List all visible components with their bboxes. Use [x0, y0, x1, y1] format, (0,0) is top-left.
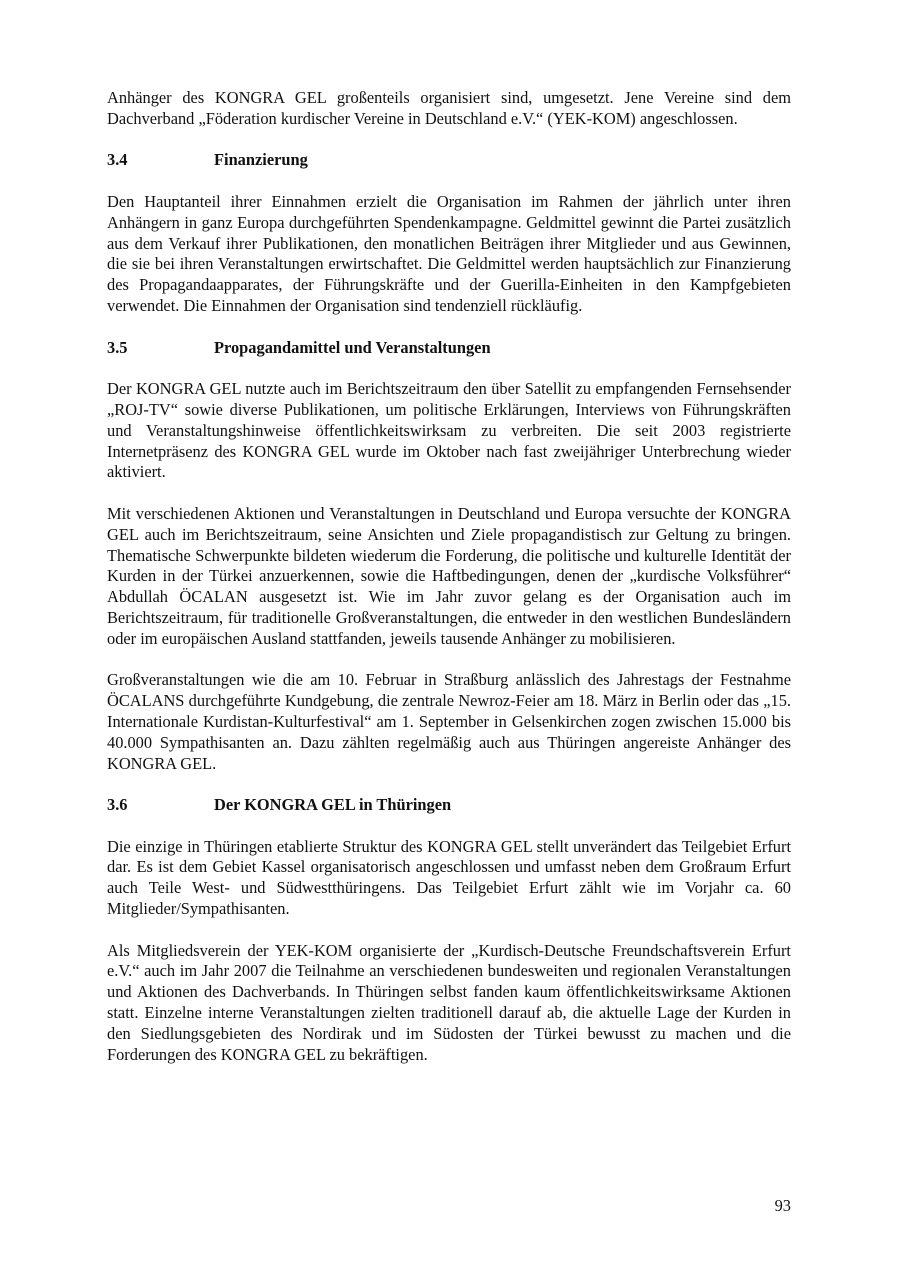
section-heading-3-4	[107, 150, 791, 171]
section-title: Der KONGRA GEL in Thüringen	[214, 795, 452, 815]
section-number: 3.6	[107, 795, 128, 815]
paragraph-propaganda-actions: Mit verschiedenen Aktionen und Veranstaltungen in Deutschland und Europa versuchte der KONGRA GEL auch im Berichtszeitraum, seine Ansichten und Ziele propagandistisch zur Geltung zu bringen. Thematische Schwerpunkte bildeten wiederum die Forderung, die politische und kulturelle Identität der Kurden in der Türkei anzuerkennen, sowie die Haftbedingungen, denen der „kurdische Volksführer“ Abdullah ÖCALAN ausgesetzt ist. Wie im Jahr zuvor gelang es der Organisation auch im Berichtszeitraum, für traditionelle Großveranstaltungen, die entweder in den westlichen Bundesländern oder im europäischen Ausland stattfanden, jeweils tausende Anhänger zu mobilisieren.	[107, 503, 791, 648]
paragraph-thuringia-structure: Die einzige in Thüringen etablierte Struktur des KONGRA GEL stellt unverändert das Teilgebiet Erfurt dar. Es ist dem Gebiet Kassel organisatorisch angeschlossen und umfasst neben dem Großraum Erfurt auch Teile West- und Südwestthüringens. Das Teilgebiet Erfurt zählt wie im Vorjahr ca. 60 Mitglieder/Sympathisanten.	[107, 836, 791, 919]
page-number: 93	[774, 1196, 791, 1215]
section-heading-3-6	[107, 795, 791, 816]
section-title: Finanzierung	[214, 150, 308, 170]
document-page	[107, 88, 791, 1086]
intro-paragraph: Anhänger des KONGRA GEL großenteils organisiert sind, umgesetzt. Jene Vereine sind dem Dachverband „Föderation kurdischer Vereine in Deutschland e.V.“ (YEK-KOM) angeschlossen.	[107, 88, 791, 128]
paragraph-thuringia-activities: Als Mitgliedsverein der YEK-KOM organisierte der „Kurdisch-Deutsche Freundschaftsverein Erfurt e.V.“ auch im Jahr 2007 die Teilnahme an verschiedenen bundesweiten und regionalen Veranstaltungen und Aktionen des Dachverbands. In Thüringen selbst fanden kaum öffentlichkeitswirksame Aktionen statt. Einzelne interne Veranstaltungen zielten traditionell darauf ab, die aktuelle Lage der Kurden in den Siedlungsgebieten des Nordirak und im Südosten der Türkei bewusst zu machen und die Forderungen des KONGRA GEL zu bekräftigen.	[107, 940, 791, 1064]
paragraph-large-events: Großveranstaltungen wie die am 10. Februar in Straßburg anlässlich des Jahrestags der Festnahme ÖCALANS durchgeführte Kundgebung, die zentrale Newroz-Feier am 18. März in Berlin oder das „15. Internationale Kurdistan-Kulturfestival“ am 1. September in Gelsenkirchen zogen zwischen 15.000 bis 40.000 Sympathisanten an. Dazu zählten regelmäßig auch aus Thüringen angereiste Anhänger des KONGRA GEL.	[107, 670, 791, 773]
section-heading-3-5	[107, 338, 791, 359]
section-number: 3.5	[107, 337, 128, 357]
section-number: 3.4	[107, 150, 128, 170]
section-title: Propagandamittel und Veranstaltungen	[214, 337, 491, 357]
paragraph-financing: Den Hauptanteil ihrer Einnahmen erzielt die Organisation im Rahmen der jährlich unter ihren Anhängern in ganz Europa durchgeführten Spendenkampagne. Geldmittel gewinnt die Partei zusätzlich aus dem Verkauf ihrer Publikationen, den monatlichen Beiträgen ihrer Mitglieder und aus Gewinnen, die sie bei ihren Veranstaltungen erwirtschaftet. Die Geldmittel werden hauptsächlich zur Finanzierung des Propagandaapparates, der Führungskräfte und der Guerilla-Einheiten in den Kampfgebieten verwendet. Die Einnahmen der Organisation sind tendenziell rückläufig.	[107, 191, 791, 315]
paragraph-propaganda-media: Der KONGRA GEL nutzte auch im Berichtszeitraum den über Satellit zu empfangenden Fernsehsender „ROJ-TV“ sowie diverse Publikationen, um politische Erklärungen, Interviews von Führungskräften und Veranstaltungshinweise öffentlichkeitswirksam zu verbreiten. Die seit 2003 registrierte Internetpräsenz des KONGRA GEL wurde im Oktober nach fast zweijähriger Unterbrechung wieder aktiviert.	[107, 379, 791, 482]
